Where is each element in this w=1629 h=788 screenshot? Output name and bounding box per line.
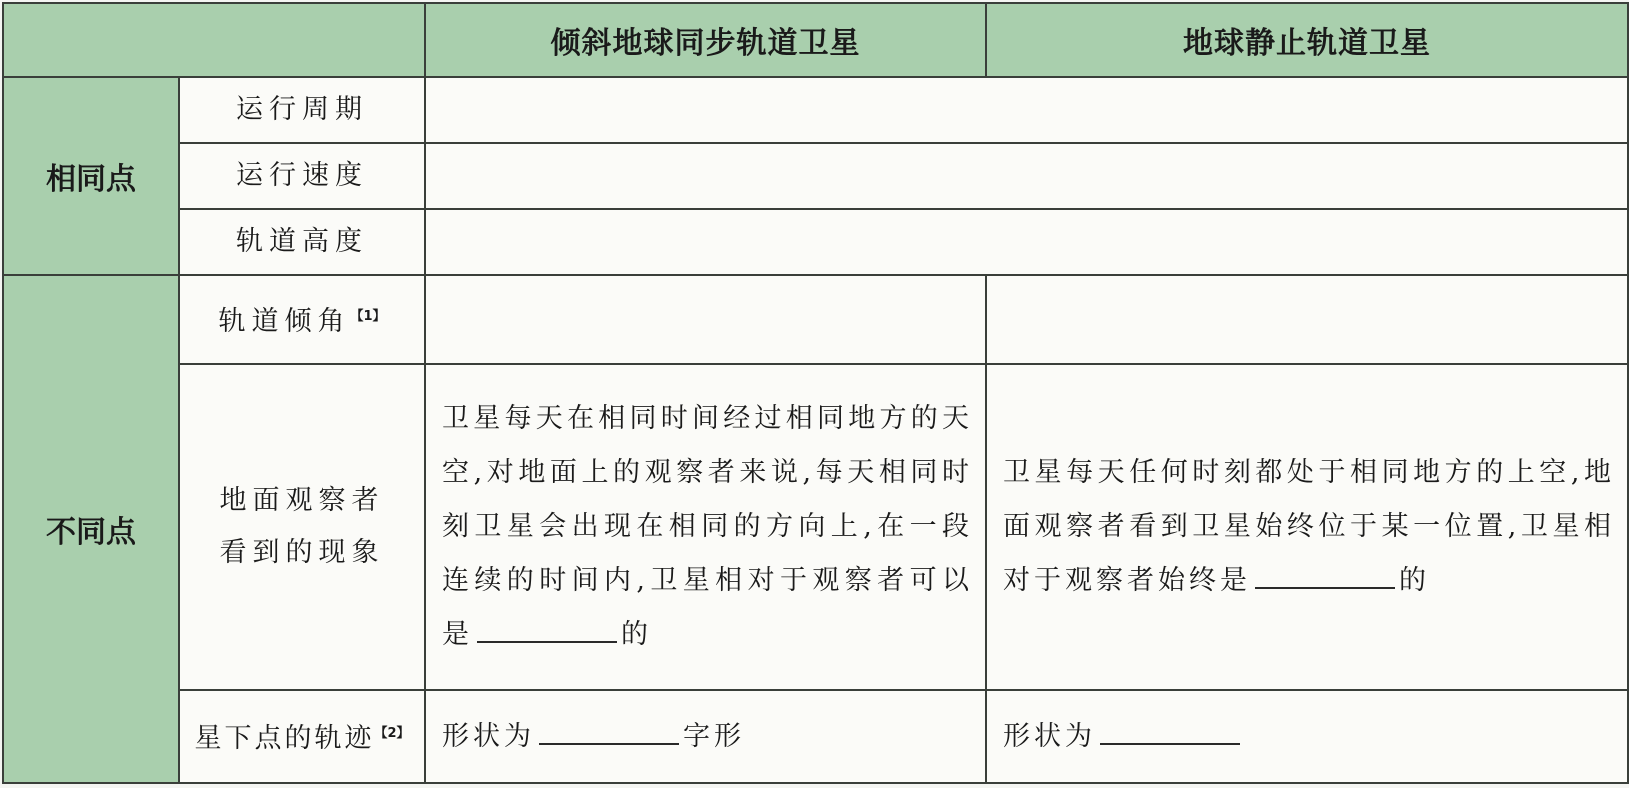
group-different-points: 不同点 — [3, 275, 179, 783]
group-same-points: 相同点 — [3, 77, 179, 275]
label-observer-line2: 看到的现象 — [219, 537, 385, 569]
label-altitude: 轨道高度 — [179, 209, 425, 275]
header-row — [3, 3, 1628, 77]
footnote-ref-2: 【2】 — [374, 726, 410, 742]
row-altitude — [3, 209, 1628, 275]
track-geo-before: 形状为 — [1003, 720, 1096, 752]
cell-inclination-inclined — [425, 275, 986, 364]
blank-observer-inclined[interactable] — [477, 613, 617, 643]
header-corner-cell — [3, 3, 425, 77]
cell-track-inclined — [425, 690, 986, 783]
blank-track-geostationary[interactable] — [1100, 715, 1240, 745]
observer-inclined-after: 的 — [621, 619, 652, 651]
row-speed — [3, 143, 1628, 209]
observer-inclined-before: 卫星每天在相同时间经过相同地方的天空,对地面上的观察者来说,每天相同时刻卫星会出现在相同的方向上,在一段连续的时间内,卫星相对于观察者可以是 — [442, 403, 973, 651]
comparison-table — [2, 2, 1629, 784]
observer-geo-after: 的 — [1399, 565, 1430, 597]
cell-track-geostationary — [986, 690, 1628, 783]
row-track — [3, 690, 1628, 783]
track-geo-text — [987, 710, 1627, 764]
label-observer — [179, 364, 425, 690]
label-track — [179, 690, 425, 783]
blank-track-inclined[interactable] — [539, 715, 679, 745]
blank-observer-geostationary[interactable] — [1255, 559, 1395, 589]
row-inclination — [3, 275, 1628, 364]
cell-observer-inclined — [425, 364, 986, 690]
cell-observer-geostationary — [986, 364, 1628, 690]
cell-inclination-geostationary — [986, 275, 1628, 364]
track-inclined-text — [426, 710, 985, 764]
cell-speed-shared — [425, 143, 1628, 209]
label-period: 运行周期 — [179, 77, 425, 143]
header-inclined-orbit: 倾斜地球同步轨道卫星 — [425, 3, 986, 77]
header-geostationary-orbit: 地球静止轨道卫星 — [986, 3, 1628, 77]
observer-inclined-text — [426, 392, 985, 662]
label-inclination — [179, 275, 425, 364]
track-inclined-before: 形状为 — [442, 720, 535, 752]
label-inclination-text: 轨道倾角 — [218, 306, 351, 338]
row-observer — [3, 364, 1628, 690]
observer-geo-before: 卫星每天任何时刻都处于相同地方的上空,地面观察者看到卫星始终位于某一位置,卫星相对于观察者始终是 — [1003, 457, 1615, 597]
row-period — [3, 77, 1628, 143]
footnote-ref-1: 【1】 — [350, 309, 386, 325]
cell-period-shared — [425, 77, 1628, 143]
observer-geo-text — [987, 446, 1627, 608]
label-observer-line1: 地面观察者 — [219, 485, 385, 517]
label-speed: 运行速度 — [179, 143, 425, 209]
label-track-text: 星下点的轨迹 — [194, 723, 375, 755]
cell-altitude-shared — [425, 209, 1628, 275]
track-inclined-after: 字形 — [683, 720, 745, 752]
